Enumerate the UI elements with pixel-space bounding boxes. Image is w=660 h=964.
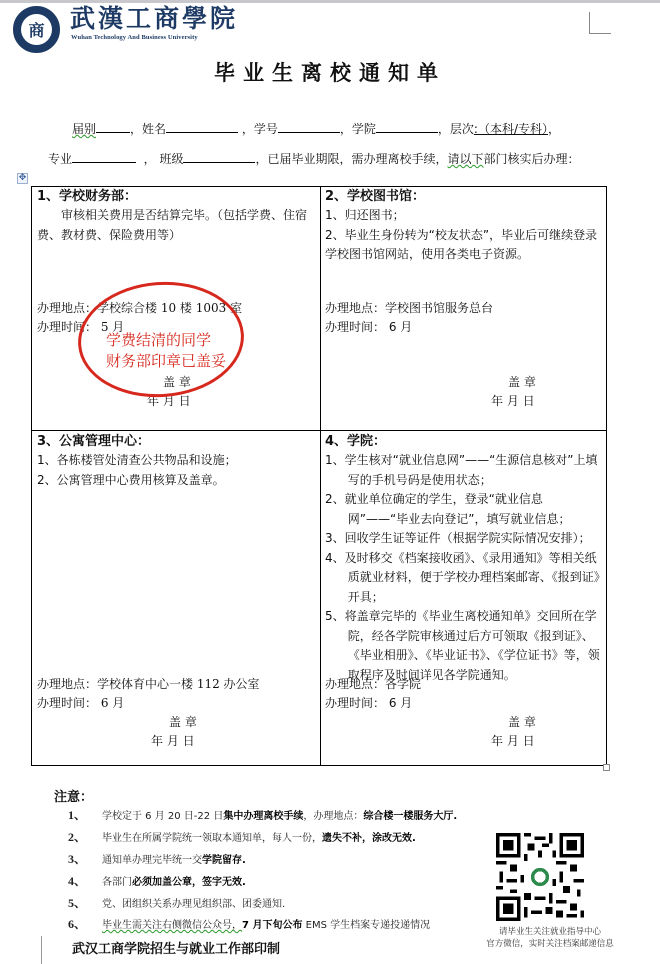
note-number: 1、 [68,808,87,822]
document-title: 毕业生离校通知单 [214,60,446,85]
notes-title: 注意： [54,790,94,805]
cell-title: 4、学院： [325,434,387,449]
cell-body-text: 审核相关费用是否结算完毕。（包括学费、住宿费、教材费、保险费用等） [37,208,308,242]
instruction-text: ，已届毕业期限，需办理离校手续， [255,152,448,166]
student-info-line-1 [72,120,560,137]
punctuation: ， [548,122,561,136]
annotation-line-1: 学费结清的同学 [106,331,212,349]
cell-finance [37,187,319,245]
table-divider-vertical [320,187,321,765]
cell-library [325,187,603,265]
wechat-qr-code [496,833,584,921]
note-item [68,874,246,890]
apartment-item-1: 1、各栋楼管处清查公共物品和设施； [37,453,237,467]
student-info-line-2 [48,150,580,167]
school-name: 武漢工商學院 [70,4,239,33]
cell-title: 3、公寓管理中心： [37,434,151,449]
note-emphasis: 遗失不补，涂改无效. [322,833,416,844]
finance-location: 办理地点：学校综合楼 10 楼 1003 室 [37,301,243,315]
instruction-text-end: 部门核实后办理： [483,152,580,166]
note-item [68,852,246,868]
school-name-english: Wuhan Technology And Business University [71,34,198,41]
label-college: ，学院 [339,122,376,136]
note-text: 学校定于 6 月 20 日-22 日 [102,811,224,822]
apartment-location: 办理地点：学校体育中心一楼 112 办公室 [37,677,260,691]
college-item-4: 4、及时移交《档案接收函》、《录用通知》等相关纸质就业材料，便于学校办理档案邮寄、《报到证》开具； [325,550,600,604]
label-class: ， 班级 [143,152,184,166]
note-number: 2、 [68,830,87,844]
library-item-1: 1、归还图书； [325,208,405,222]
college-location: 办理地点：各学院 [325,677,422,691]
school-logo [13,6,60,53]
qr-caption [475,926,625,950]
label-jiebie: 届别 [72,122,97,136]
clearance-table [31,186,607,766]
finance-seal-label: 盖 章 [163,375,191,389]
label-name: ，姓名 [130,122,167,136]
college-item-3: 3、回收学生证等证件（根据学院实际情况安排）； [325,531,591,545]
label-major: 专业 [48,152,73,166]
note-text: EMS 学生档案专递投递情况 [302,920,431,931]
note-item [68,830,416,846]
note-number: 5、 [68,896,87,910]
field-college[interactable] [376,120,438,133]
college-item-5: 5、将盖章完毕的《毕业生离校通知单》交回所在学院，经各学院审核通过后方可领取《报到证》、《毕业相册》、《毕业证书》、《学位证书》等，领取程序及时间详见各学院通知。 [325,609,600,682]
note-number: 6、 [68,917,87,931]
logo-emblem-icon [21,14,52,45]
table-divider-horizontal [32,430,606,431]
printed-by: 武汉工商学院招生与就业工作部印制 [72,942,281,957]
college-item-2: 2、就业单位确定的学生，登录“就业信息网”——“毕业去向登记”，填写就业信息； [325,492,571,526]
qr-caption-line-1: 请毕业生关注就业指导中心 [498,927,601,937]
note-text: 通知单办理完毕统一交 [102,855,202,866]
instruction-text-flagged: 请以下 [447,152,484,166]
finance-time: 办理时间： 5 月 [37,320,125,334]
note-text: 毕业生在所属学院统一领取本通知单，每人一份， [102,833,322,844]
label-level: ，层次 [437,122,474,136]
note-emphasis: 集中办理离校手续 [223,811,304,822]
table-move-handle-icon[interactable]: ✥ [18,173,27,183]
library-time: 办理时间： 6 月 [325,320,413,334]
label-student-id: ，学号 [241,122,278,136]
finance-date-label: 年 月 日 [147,394,191,408]
note-text: 各部门 [102,877,132,888]
cell-title: 1、学校财务部： [37,189,138,204]
note-item [68,896,285,912]
field-class[interactable] [183,150,255,163]
college-date-label: 年 月 日 [491,734,535,748]
note-number: 3、 [68,852,87,866]
window-top-edge [0,0,660,3]
annotation-line-2: 财务部印章已盖妥 [106,352,227,370]
apartment-time: 办理时间： 6 月 [37,696,125,710]
note-item [68,808,457,824]
library-location: 办理地点：学校图书馆服务总台 [325,301,494,315]
note-emphasis: 7 月下旬公布 [242,920,303,931]
table-resize-handle[interactable] [603,764,610,771]
note-emphasis: 综合楼一楼服务大厅. [363,811,458,822]
apartment-item-2: 2、公寓管理中心费用核算及盖章。 [37,472,225,487]
cell-apartment [37,432,319,490]
note-text: 毕业生需关注右侧微信公众号， [102,920,242,931]
page-margin-marker [34,936,42,964]
annotation-text [106,330,226,372]
note-text: 党、团组织关系办理见组织部、团委通知. [102,899,286,910]
note-text: ，办理地点： [303,811,364,822]
qr-caption-line-2: 官方微信，实时关注档案邮递信息 [486,939,614,949]
college-item-1: 1、学生核对“就业信息网”——“生源信息核对”上填写的手机号码是使用状态； [325,453,598,487]
cell-title: 2、学校图书馆： [325,189,426,204]
note-item [68,917,430,933]
field-jiebie[interactable] [96,120,130,133]
apartment-date-label: 年 月 日 [151,734,195,748]
library-seal-label: 盖 章 [508,375,536,389]
logo-glyph: 商 [28,21,45,40]
library-date-label: 年 月 日 [491,394,535,408]
field-name[interactable] [166,120,238,133]
field-major[interactable] [72,150,136,163]
note-emphasis: 学院留存. [202,855,246,866]
cell-college [325,432,603,685]
note-emphasis: 必须加盖公章，签字无效. [132,877,246,888]
apartment-seal-label: 盖 章 [169,715,197,729]
page-corner-marker [589,12,611,34]
library-item-2: 2、毕业生身份转为“校友状态”，毕业后可继续登录学校图书馆网站，使用各类电子资源。 [325,227,598,261]
note-number: 4、 [68,874,87,888]
college-seal-label: 盖 章 [508,715,536,729]
college-time: 办理时间： 6 月 [325,696,413,710]
field-student-id[interactable] [278,120,340,133]
level-options[interactable]: :（本科/专科） [473,122,548,136]
